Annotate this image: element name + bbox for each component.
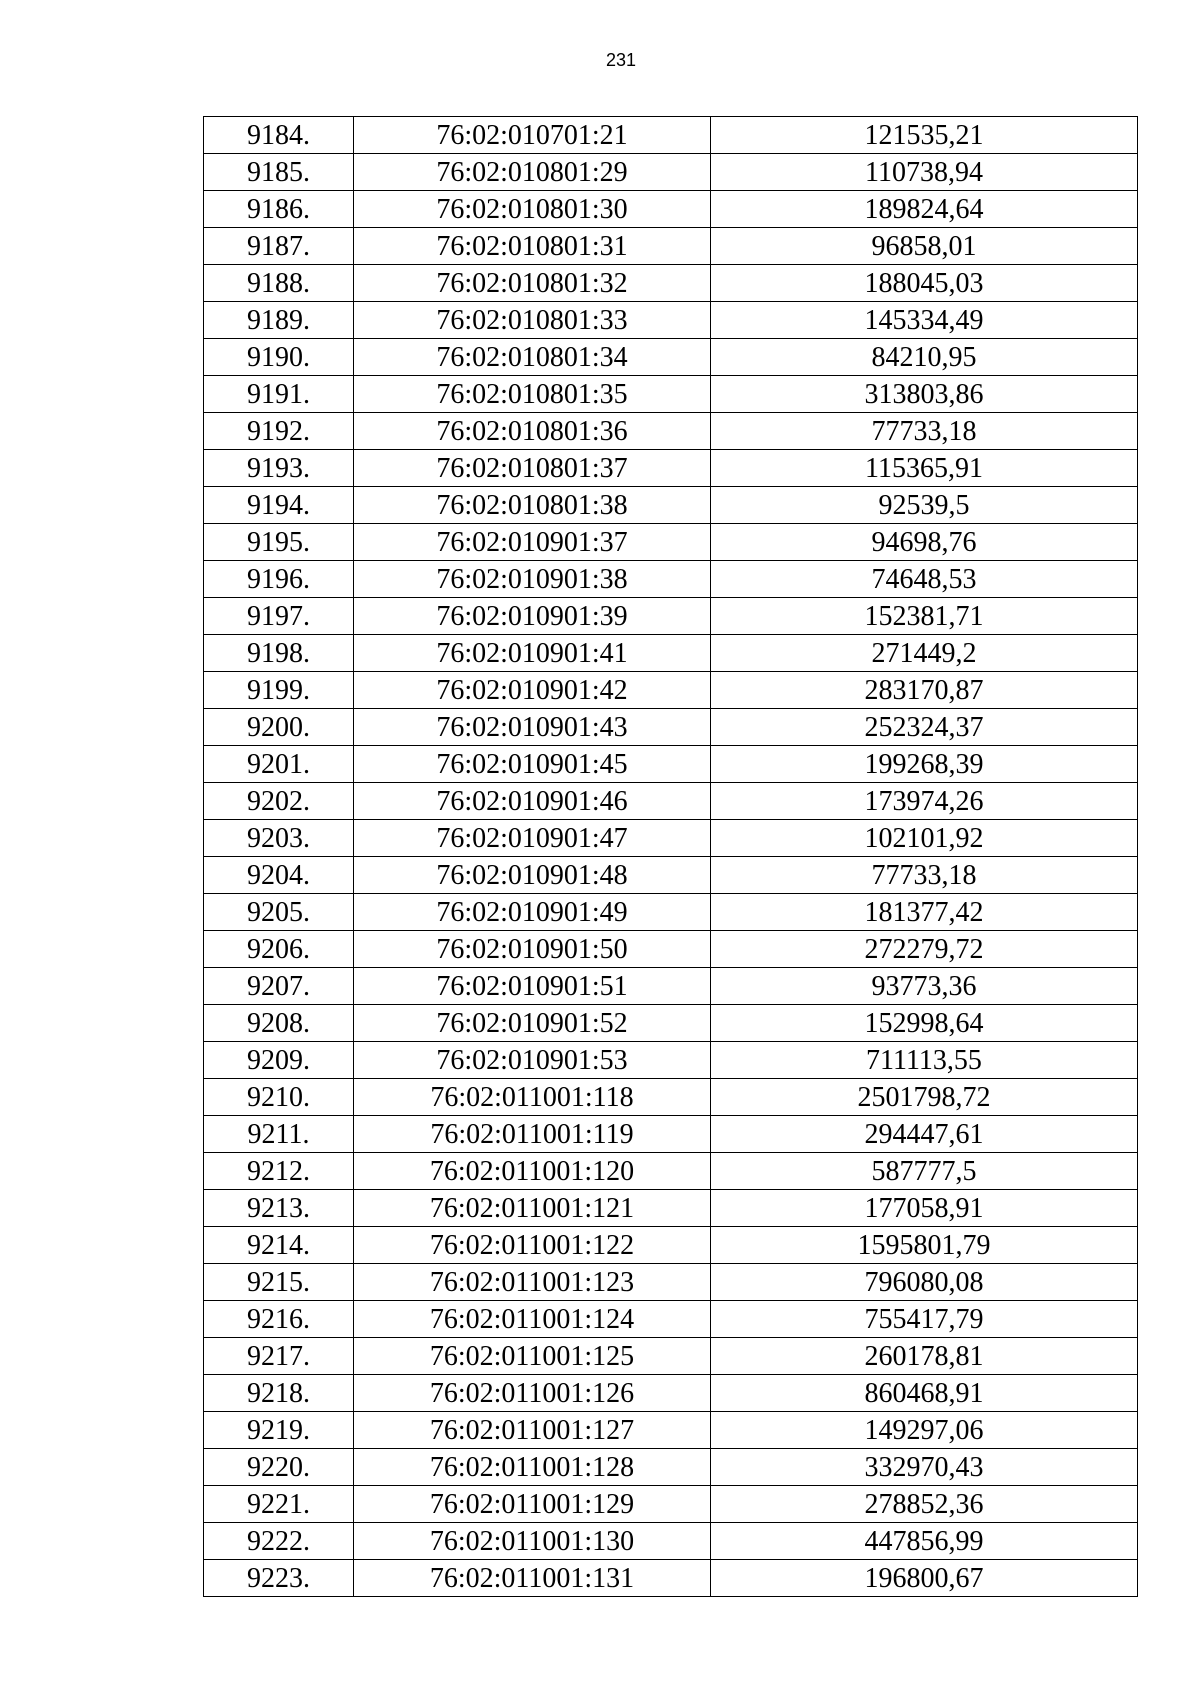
row-number-cell: 9208. bbox=[204, 1005, 354, 1042]
table-row bbox=[204, 302, 1138, 339]
table-row bbox=[204, 598, 1138, 635]
table-row bbox=[204, 1190, 1138, 1227]
row-number-cell: 9210. bbox=[204, 1079, 354, 1116]
cadastral-value-cell: 199268,39 bbox=[711, 746, 1138, 783]
table-row bbox=[204, 1486, 1138, 1523]
table-row bbox=[204, 1042, 1138, 1079]
cadastral-value-cell: 755417,79 bbox=[711, 1301, 1138, 1338]
cadastral-number-cell: 76:02:011001:127 bbox=[354, 1412, 711, 1449]
row-number-cell: 9193. bbox=[204, 450, 354, 487]
cadastral-value-cell: 149297,06 bbox=[711, 1412, 1138, 1449]
cadastral-value-cell: 711113,55 bbox=[711, 1042, 1138, 1079]
table-row bbox=[204, 968, 1138, 1005]
row-number-cell: 9206. bbox=[204, 931, 354, 968]
row-number-cell: 9223. bbox=[204, 1560, 354, 1597]
cadastral-number-cell: 76:02:010801:34 bbox=[354, 339, 711, 376]
table-row bbox=[204, 1338, 1138, 1375]
cadastral-value-cell: 313803,86 bbox=[711, 376, 1138, 413]
cadastral-value-cell: 272279,72 bbox=[711, 931, 1138, 968]
row-number-cell: 9184. bbox=[204, 117, 354, 154]
cadastral-number-cell: 76:02:010901:38 bbox=[354, 561, 711, 598]
row-number-cell: 9209. bbox=[204, 1042, 354, 1079]
row-number-cell: 9191. bbox=[204, 376, 354, 413]
cadastral-number-cell: 76:02:010901:42 bbox=[354, 672, 711, 709]
cadastral-number-cell: 76:02:010901:39 bbox=[354, 598, 711, 635]
cadastral-value-cell: 145334,49 bbox=[711, 302, 1138, 339]
cadastral-value-cell: 796080,08 bbox=[711, 1264, 1138, 1301]
table-row bbox=[204, 1079, 1138, 1116]
row-number-cell: 9201. bbox=[204, 746, 354, 783]
row-number-cell: 9222. bbox=[204, 1523, 354, 1560]
cadastral-number-cell: 76:02:011001:119 bbox=[354, 1116, 711, 1153]
table-row bbox=[204, 1301, 1138, 1338]
table-row bbox=[204, 1412, 1138, 1449]
row-number-cell: 9196. bbox=[204, 561, 354, 598]
cadastral-number-cell: 76:02:011001:131 bbox=[354, 1560, 711, 1597]
row-number-cell: 9190. bbox=[204, 339, 354, 376]
table-row bbox=[204, 561, 1138, 598]
cadastral-value-cell: 92539,5 bbox=[711, 487, 1138, 524]
cadastral-value-cell: 115365,91 bbox=[711, 450, 1138, 487]
cadastral-number-cell: 76:02:011001:128 bbox=[354, 1449, 711, 1486]
table-row bbox=[204, 1449, 1138, 1486]
cadastral-number-cell: 76:02:011001:123 bbox=[354, 1264, 711, 1301]
cadastral-number-cell: 76:02:010901:50 bbox=[354, 931, 711, 968]
row-number-cell: 9195. bbox=[204, 524, 354, 561]
cadastral-value-table bbox=[203, 116, 1138, 1597]
table-row bbox=[204, 339, 1138, 376]
table-row bbox=[204, 117, 1138, 154]
cadastral-value-cell: 93773,36 bbox=[711, 968, 1138, 1005]
cadastral-number-cell: 76:02:011001:125 bbox=[354, 1338, 711, 1375]
cadastral-number-cell: 76:02:010901:43 bbox=[354, 709, 711, 746]
table-row bbox=[204, 265, 1138, 302]
cadastral-value-cell: 152381,71 bbox=[711, 598, 1138, 635]
cadastral-value-cell: 587777,5 bbox=[711, 1153, 1138, 1190]
row-number-cell: 9199. bbox=[204, 672, 354, 709]
cadastral-value-cell: 260178,81 bbox=[711, 1338, 1138, 1375]
cadastral-number-cell: 76:02:010801:38 bbox=[354, 487, 711, 524]
table-row bbox=[204, 1153, 1138, 1190]
cadastral-number-cell: 76:02:011001:129 bbox=[354, 1486, 711, 1523]
cadastral-value-cell: 447856,99 bbox=[711, 1523, 1138, 1560]
table-row bbox=[204, 1116, 1138, 1153]
row-number-cell: 9194. bbox=[204, 487, 354, 524]
cadastral-value-cell: 189824,64 bbox=[711, 191, 1138, 228]
page-number: 231 bbox=[605, 50, 637, 70]
cadastral-value-cell: 1595801,79 bbox=[711, 1227, 1138, 1264]
row-number-cell: 9217. bbox=[204, 1338, 354, 1375]
cadastral-number-cell: 76:02:011001:126 bbox=[354, 1375, 711, 1412]
cadastral-value-cell: 332970,43 bbox=[711, 1449, 1138, 1486]
cadastral-number-cell: 76:02:010801:36 bbox=[354, 413, 711, 450]
cadastral-number-cell: 76:02:010801:29 bbox=[354, 154, 711, 191]
table-row bbox=[204, 894, 1138, 931]
cadastral-number-cell: 76:02:010801:33 bbox=[354, 302, 711, 339]
table-row bbox=[204, 635, 1138, 672]
table-row bbox=[204, 1375, 1138, 1412]
table-body bbox=[204, 117, 1138, 1597]
table-row bbox=[204, 783, 1138, 820]
cadastral-value-cell: 84210,95 bbox=[711, 339, 1138, 376]
cadastral-number-cell: 76:02:011001:122 bbox=[354, 1227, 711, 1264]
table-row bbox=[204, 376, 1138, 413]
cadastral-number-cell: 76:02:010901:52 bbox=[354, 1005, 711, 1042]
cadastral-value-cell: 173974,26 bbox=[711, 783, 1138, 820]
row-number-cell: 9216. bbox=[204, 1301, 354, 1338]
cadastral-number-cell: 76:02:010901:51 bbox=[354, 968, 711, 1005]
cadastral-number-cell: 76:02:010901:37 bbox=[354, 524, 711, 561]
row-number-cell: 9203. bbox=[204, 820, 354, 857]
row-number-cell: 9197. bbox=[204, 598, 354, 635]
table-row bbox=[204, 1523, 1138, 1560]
cadastral-value-cell: 283170,87 bbox=[711, 672, 1138, 709]
cadastral-value-cell: 181377,42 bbox=[711, 894, 1138, 931]
cadastral-number-cell: 76:02:010801:35 bbox=[354, 376, 711, 413]
row-number-cell: 9202. bbox=[204, 783, 354, 820]
row-number-cell: 9221. bbox=[204, 1486, 354, 1523]
cadastral-value-cell: 294447,61 bbox=[711, 1116, 1138, 1153]
table-row bbox=[204, 413, 1138, 450]
cadastral-number-cell: 76:02:010801:37 bbox=[354, 450, 711, 487]
table-row bbox=[204, 487, 1138, 524]
cadastral-number-cell: 76:02:010901:48 bbox=[354, 857, 711, 894]
row-number-cell: 9220. bbox=[204, 1449, 354, 1486]
cadastral-number-cell: 76:02:010801:32 bbox=[354, 265, 711, 302]
cadastral-value-cell: 102101,92 bbox=[711, 820, 1138, 857]
row-number-cell: 9213. bbox=[204, 1190, 354, 1227]
cadastral-number-cell: 76:02:011001:118 bbox=[354, 1079, 711, 1116]
cadastral-value-cell: 177058,91 bbox=[711, 1190, 1138, 1227]
cadastral-number-cell: 76:02:010701:21 bbox=[354, 117, 711, 154]
table-row bbox=[204, 1264, 1138, 1301]
cadastral-value-cell: 96858,01 bbox=[711, 228, 1138, 265]
table-row bbox=[204, 709, 1138, 746]
cadastral-number-cell: 76:02:010901:46 bbox=[354, 783, 711, 820]
table-row bbox=[204, 1227, 1138, 1264]
cadastral-number-cell: 76:02:010901:47 bbox=[354, 820, 711, 857]
row-number-cell: 9212. bbox=[204, 1153, 354, 1190]
cadastral-value-cell: 188045,03 bbox=[711, 265, 1138, 302]
cadastral-value-cell: 77733,18 bbox=[711, 857, 1138, 894]
cadastral-value-cell: 196800,67 bbox=[711, 1560, 1138, 1597]
table-row bbox=[204, 524, 1138, 561]
cadastral-value-cell: 252324,37 bbox=[711, 709, 1138, 746]
cadastral-number-cell: 76:02:010901:49 bbox=[354, 894, 711, 931]
row-number-cell: 9188. bbox=[204, 265, 354, 302]
table-row bbox=[204, 154, 1138, 191]
row-number-cell: 9189. bbox=[204, 302, 354, 339]
cadastral-number-cell: 76:02:011001:130 bbox=[354, 1523, 711, 1560]
row-number-cell: 9187. bbox=[204, 228, 354, 265]
cadastral-number-cell: 76:02:010901:41 bbox=[354, 635, 711, 672]
cadastral-value-cell: 110738,94 bbox=[711, 154, 1138, 191]
row-number-cell: 9219. bbox=[204, 1412, 354, 1449]
row-number-cell: 9215. bbox=[204, 1264, 354, 1301]
cadastral-number-cell: 76:02:011001:120 bbox=[354, 1153, 711, 1190]
cadastral-value-cell: 121535,21 bbox=[711, 117, 1138, 154]
table-row bbox=[204, 191, 1138, 228]
row-number-cell: 9205. bbox=[204, 894, 354, 931]
cadastral-value-cell: 152998,64 bbox=[711, 1005, 1138, 1042]
table-row bbox=[204, 1560, 1138, 1597]
table-row bbox=[204, 857, 1138, 894]
cadastral-value-cell: 271449,2 bbox=[711, 635, 1138, 672]
row-number-cell: 9214. bbox=[204, 1227, 354, 1264]
cadastral-number-cell: 76:02:010801:31 bbox=[354, 228, 711, 265]
cadastral-value-cell: 77733,18 bbox=[711, 413, 1138, 450]
cadastral-number-cell: 76:02:010901:53 bbox=[354, 1042, 711, 1079]
table-row bbox=[204, 1005, 1138, 1042]
row-number-cell: 9207. bbox=[204, 968, 354, 1005]
cadastral-value-cell: 74648,53 bbox=[711, 561, 1138, 598]
cadastral-value-cell: 278852,36 bbox=[711, 1486, 1138, 1523]
table-row bbox=[204, 672, 1138, 709]
table-row bbox=[204, 450, 1138, 487]
cadastral-number-cell: 76:02:010901:45 bbox=[354, 746, 711, 783]
row-number-cell: 9204. bbox=[204, 857, 354, 894]
table-row bbox=[204, 228, 1138, 265]
row-number-cell: 9200. bbox=[204, 709, 354, 746]
cadastral-value-cell: 860468,91 bbox=[711, 1375, 1138, 1412]
row-number-cell: 9198. bbox=[204, 635, 354, 672]
row-number-cell: 9192. bbox=[204, 413, 354, 450]
cadastral-number-cell: 76:02:010801:30 bbox=[354, 191, 711, 228]
row-number-cell: 9218. bbox=[204, 1375, 354, 1412]
table-row bbox=[204, 746, 1138, 783]
cadastral-number-cell: 76:02:011001:124 bbox=[354, 1301, 711, 1338]
cadastral-value-cell: 2501798,72 bbox=[711, 1079, 1138, 1116]
row-number-cell: 9211. bbox=[204, 1116, 354, 1153]
cadastral-number-cell: 76:02:011001:121 bbox=[354, 1190, 711, 1227]
table-row bbox=[204, 931, 1138, 968]
row-number-cell: 9186. bbox=[204, 191, 354, 228]
table-row bbox=[204, 820, 1138, 857]
cadastral-value-cell: 94698,76 bbox=[711, 524, 1138, 561]
row-number-cell: 9185. bbox=[204, 154, 354, 191]
